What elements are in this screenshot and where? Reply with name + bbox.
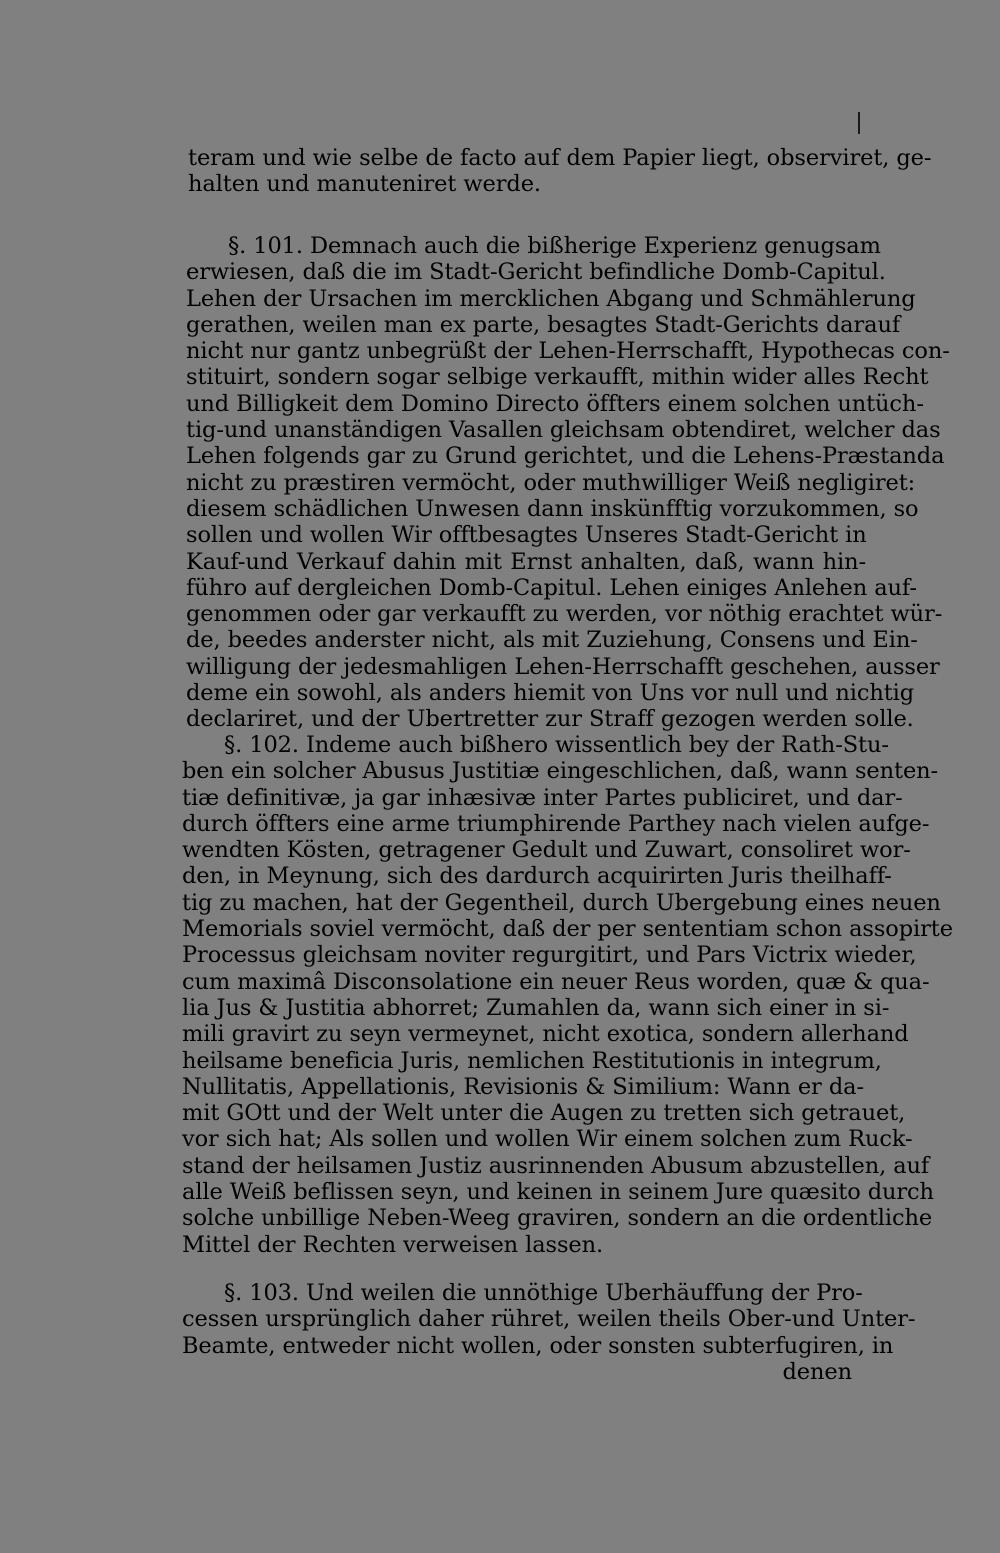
text-line: de, beedes anderster nicht, als mit Zuziehung, Consens und Ein- (186, 627, 918, 654)
paragraph-101 (186, 233, 950, 733)
paragraph-heading-line: §. 102. Indeme auch bißhero wissentlich bey der Rath-Stu- (224, 732, 889, 758)
text-line: willigung der jedesmahligen Lehen-Herrschafft geschehen, ausser (186, 653, 940, 680)
text-line: mit GOtt und der Welt unter die Augen zu tretten sich getrauet, (182, 1100, 906, 1127)
text-line: halten und manuteniret werde. (188, 171, 541, 198)
text-line: alle Weiß beflissen seyn, und keinen in seinem Jure quæsito durch (182, 1179, 934, 1206)
text-line: wendten Kösten, getragener Gedult und Zuwart, consoliret wor- (182, 837, 911, 864)
paragraph-103 (182, 1280, 916, 1385)
text-line: heilsame beneficia Juris, nemlichen Restitutionis in integrum, (182, 1047, 882, 1074)
text-line: teram und wie selbe de facto auf dem Papier liegt, observiret, ge- (188, 145, 932, 171)
text-line: durch öffters eine arme triumphirende Parthey nach vielen aufge- (182, 810, 930, 837)
paragraph-continuation (188, 145, 932, 198)
text-line: mili gravirt zu seyn vermeynet, nicht exotica, sondern allerhand (182, 1021, 909, 1048)
text-line: und Billigkeit dem Domino Directo öffters einem solchen untüch- (186, 390, 924, 417)
text-line: tig-und unanständigen Vasallen gleichsam obtendiret, welcher das (186, 417, 941, 444)
text-line: gerathen, weilen man ex parte, besagtes Stadt-Gerichts darauf (186, 311, 901, 338)
text-line: Lehen der Ursachen im mercklichen Abgang und Schmählerung (186, 285, 916, 312)
text-line: Lehen folgends gar zu Grund gerichtet, und die Lehens-Præstanda (186, 443, 945, 470)
text-line: stand der heilsamen Justiz ausrinnenden Abusum abzustellen, auf (182, 1152, 930, 1179)
paragraph-heading-line: §. 101. Demnach auch die bißherige Experienz genugsam (228, 233, 881, 259)
text-line: stituirt, sondern sogar selbige verkaufft, mithin wider alles Recht (186, 364, 929, 391)
text-line: diesem schädlichen Unwesen dann inskünfftig vorzukommen, so (186, 495, 919, 522)
text-line: cum maximâ Disconsolatione ein neuer Reus worden, quæ & qua- (182, 968, 930, 995)
text-line: deme ein sowohl, als anders hiemit von Uns vor null und nichtig (186, 680, 915, 707)
text-line: sollen und wollen Wir offtbesagtes Unseres Stadt-Gericht in (186, 522, 867, 549)
text-line: Nullitatis, Appellationis, Revisionis & Similium: Wann er da- (182, 1073, 864, 1100)
catchword: denen (782, 1358, 852, 1385)
text-line: nicht zu præstiren vermöcht, oder muthwilliger Weiß negligiret: (186, 469, 916, 496)
text-line: vor sich hat; Als sollen und wollen Wir einem solchen zum Ruck- (182, 1126, 913, 1153)
text-line: erwiesen, daß die im Stadt-Gericht befindliche Domb-Capitul. (186, 259, 886, 286)
text-line: declariret, und der Ubertretter zur Straff gezogen werden solle. (186, 706, 914, 733)
paragraph-heading-line: §. 103. Und weilen die unnöthige Uberhäuffung der Pro- (224, 1280, 863, 1306)
text-line: tig zu machen, hat der Gegentheil, durch Ubergebung eines neuen (182, 889, 941, 916)
page-edge-mark (858, 112, 860, 134)
text-line: Memorials soviel vermöcht, daß der per sententiam schon assopirte (182, 916, 953, 943)
text-line: führo auf dergleichen Domb-Capitul. Lehen einiges Anlehen auf- (186, 574, 917, 601)
text-line: solche unbillige Neben-Weeg graviren, sondern an die ordentliche (182, 1205, 933, 1232)
text-line: lia Jus & Justitia abhorret; Zumahlen da, wann sich einer in si- (182, 994, 890, 1021)
text-line: tiæ definitivæ, ja gar inhæsivæ inter Partes publiciret, und dar- (182, 784, 903, 811)
text-line: Beamte, entweder nicht wollen, oder sonsten subterfugiren, in (182, 1332, 894, 1359)
text-line: nicht nur gantz unbegrüßt der Lehen-Herrschafft, Hypothecas con- (186, 338, 950, 365)
text-line: Kauf-und Verkauf dahin mit Ernst anhalten, daß, wann hin- (186, 548, 866, 575)
text-line: Mittel der Rechten verweisen lassen. (182, 1231, 604, 1258)
text-line: genommen oder gar verkaufft zu werden, vor nöthig erachtet wür- (186, 601, 943, 628)
text-line: ben ein solcher Abusus Justitiæ eingeschlichen, daß, wann senten- (182, 758, 939, 785)
text-line: Processus gleichsam noviter regurgitirt, und Pars Victrix wieder, (182, 942, 917, 969)
text-line: cessen ursprünglich daher rühret, weilen theils Ober-und Unter- (182, 1306, 916, 1333)
paragraph-102 (182, 732, 953, 1258)
text-line: den, in Meynung, sich des dardurch acquirirten Juris theilhaff- (182, 863, 892, 890)
